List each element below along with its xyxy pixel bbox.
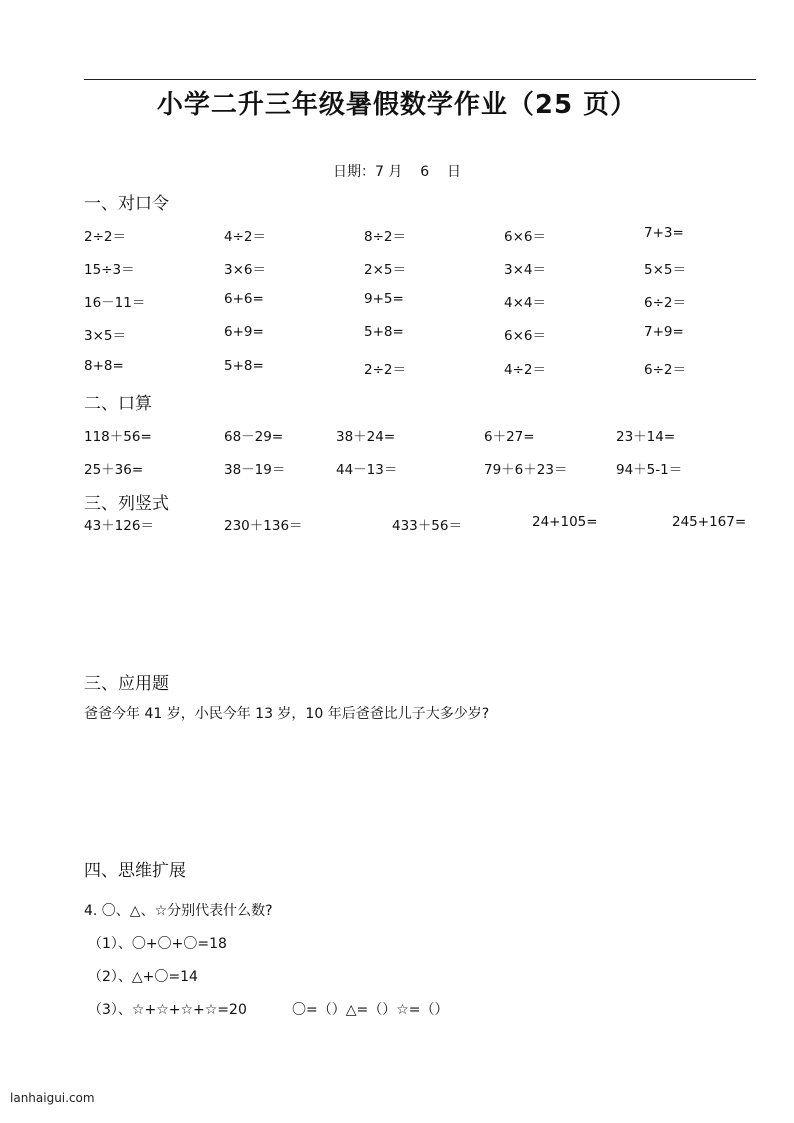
header-rule	[84, 79, 756, 80]
s1-cell: 2×5＝	[364, 262, 406, 278]
s1-cell: 5+8=	[364, 324, 404, 340]
s1-cell: 15÷3＝	[84, 262, 135, 278]
s2-cell: 38＋24=	[336, 429, 396, 445]
vertical-calc-item: 245+167=	[672, 514, 747, 530]
s1-cell: 6÷2＝	[644, 362, 686, 378]
s1-cell: 6+9=	[224, 324, 264, 340]
date-day-unit: 日	[446, 164, 461, 180]
s1-cell: 8+8=	[84, 358, 124, 374]
vertical-calc-item: 433＋56＝	[392, 518, 462, 534]
footer-site: lanhaigui.com	[10, 1091, 95, 1105]
thinking-answer-blanks: 〇=（）△=（）☆=（）	[292, 1002, 449, 1018]
s1-cell: 9+5=	[364, 291, 404, 307]
s2-cell: 94＋5-1＝	[616, 462, 683, 478]
thinking-intro: 4. 〇、△、☆分别代表什么数?	[84, 903, 273, 919]
s1-cell: 6×6＝	[504, 328, 546, 344]
s1-cell: 3×6＝	[224, 262, 266, 278]
section-heading-oral-drill: 一、对口令	[84, 194, 169, 214]
s1-cell: 4÷2＝	[504, 362, 546, 378]
vertical-calc-item: 43＋126＝	[84, 518, 154, 534]
s1-cell: 5+8=	[224, 358, 264, 374]
word-problem-text: 爸爸今年 41 岁，小民今年 13 岁，10 年后爸爸比儿子大多少岁?	[84, 706, 490, 722]
date-month: 7	[375, 164, 384, 180]
vertical-calc-item: 230＋136＝	[224, 518, 303, 534]
s1-cell: 6÷2＝	[644, 295, 686, 311]
section-heading-mental-math: 二、口算	[84, 394, 152, 414]
s2-cell: 6＋27=	[484, 429, 535, 445]
page-title: 小学二升三年级暑假数学作业（25 页）	[156, 90, 638, 120]
s2-cell: 118＋56=	[84, 429, 152, 445]
date-label: 日期：	[333, 164, 376, 180]
s1-cell: 4÷2＝	[224, 229, 266, 245]
s1-cell: 3×4＝	[504, 262, 546, 278]
s2-cell: 23＋14=	[616, 429, 676, 445]
s1-cell: 16－11＝	[84, 295, 146, 311]
date-line	[0, 161, 794, 181]
s2-cell: 25＋36=	[84, 462, 144, 478]
s1-cell: 4×4＝	[504, 295, 546, 311]
vertical-calc-item: 24+105=	[532, 514, 598, 530]
s2-cell: 79＋6＋23＝	[484, 462, 568, 478]
s1-cell: 8÷2＝	[364, 229, 406, 245]
date-day: 6	[420, 164, 430, 180]
date-month-unit: 月	[388, 164, 403, 180]
section-heading-word-problem: 三、应用题	[84, 674, 169, 694]
s1-cell: 6×6＝	[504, 229, 546, 245]
s1-cell: 7+9=	[644, 324, 684, 340]
s2-cell: 38－19＝	[224, 462, 286, 478]
s1-cell: 6+6=	[224, 291, 264, 307]
s1-cell: 7+3=	[644, 225, 684, 241]
s1-cell: 2÷2＝	[364, 362, 406, 378]
thinking-line-3: （3）、☆+☆+☆+☆=20	[88, 1002, 247, 1018]
s1-cell: 3×5＝	[84, 328, 126, 344]
section-heading-vertical-calc: 三、列竖式	[84, 494, 169, 514]
s2-cell: 68－29=	[224, 429, 284, 445]
thinking-line-2: （2）、△+〇=14	[88, 969, 198, 985]
section-heading-thinking: 四、思维扩展	[84, 861, 186, 881]
thinking-line-1: （1）、〇+〇+〇=18	[88, 936, 227, 952]
s2-cell: 44－13＝	[336, 462, 398, 478]
s1-cell: 2÷2＝	[84, 229, 126, 245]
s1-cell: 5×5＝	[644, 262, 686, 278]
